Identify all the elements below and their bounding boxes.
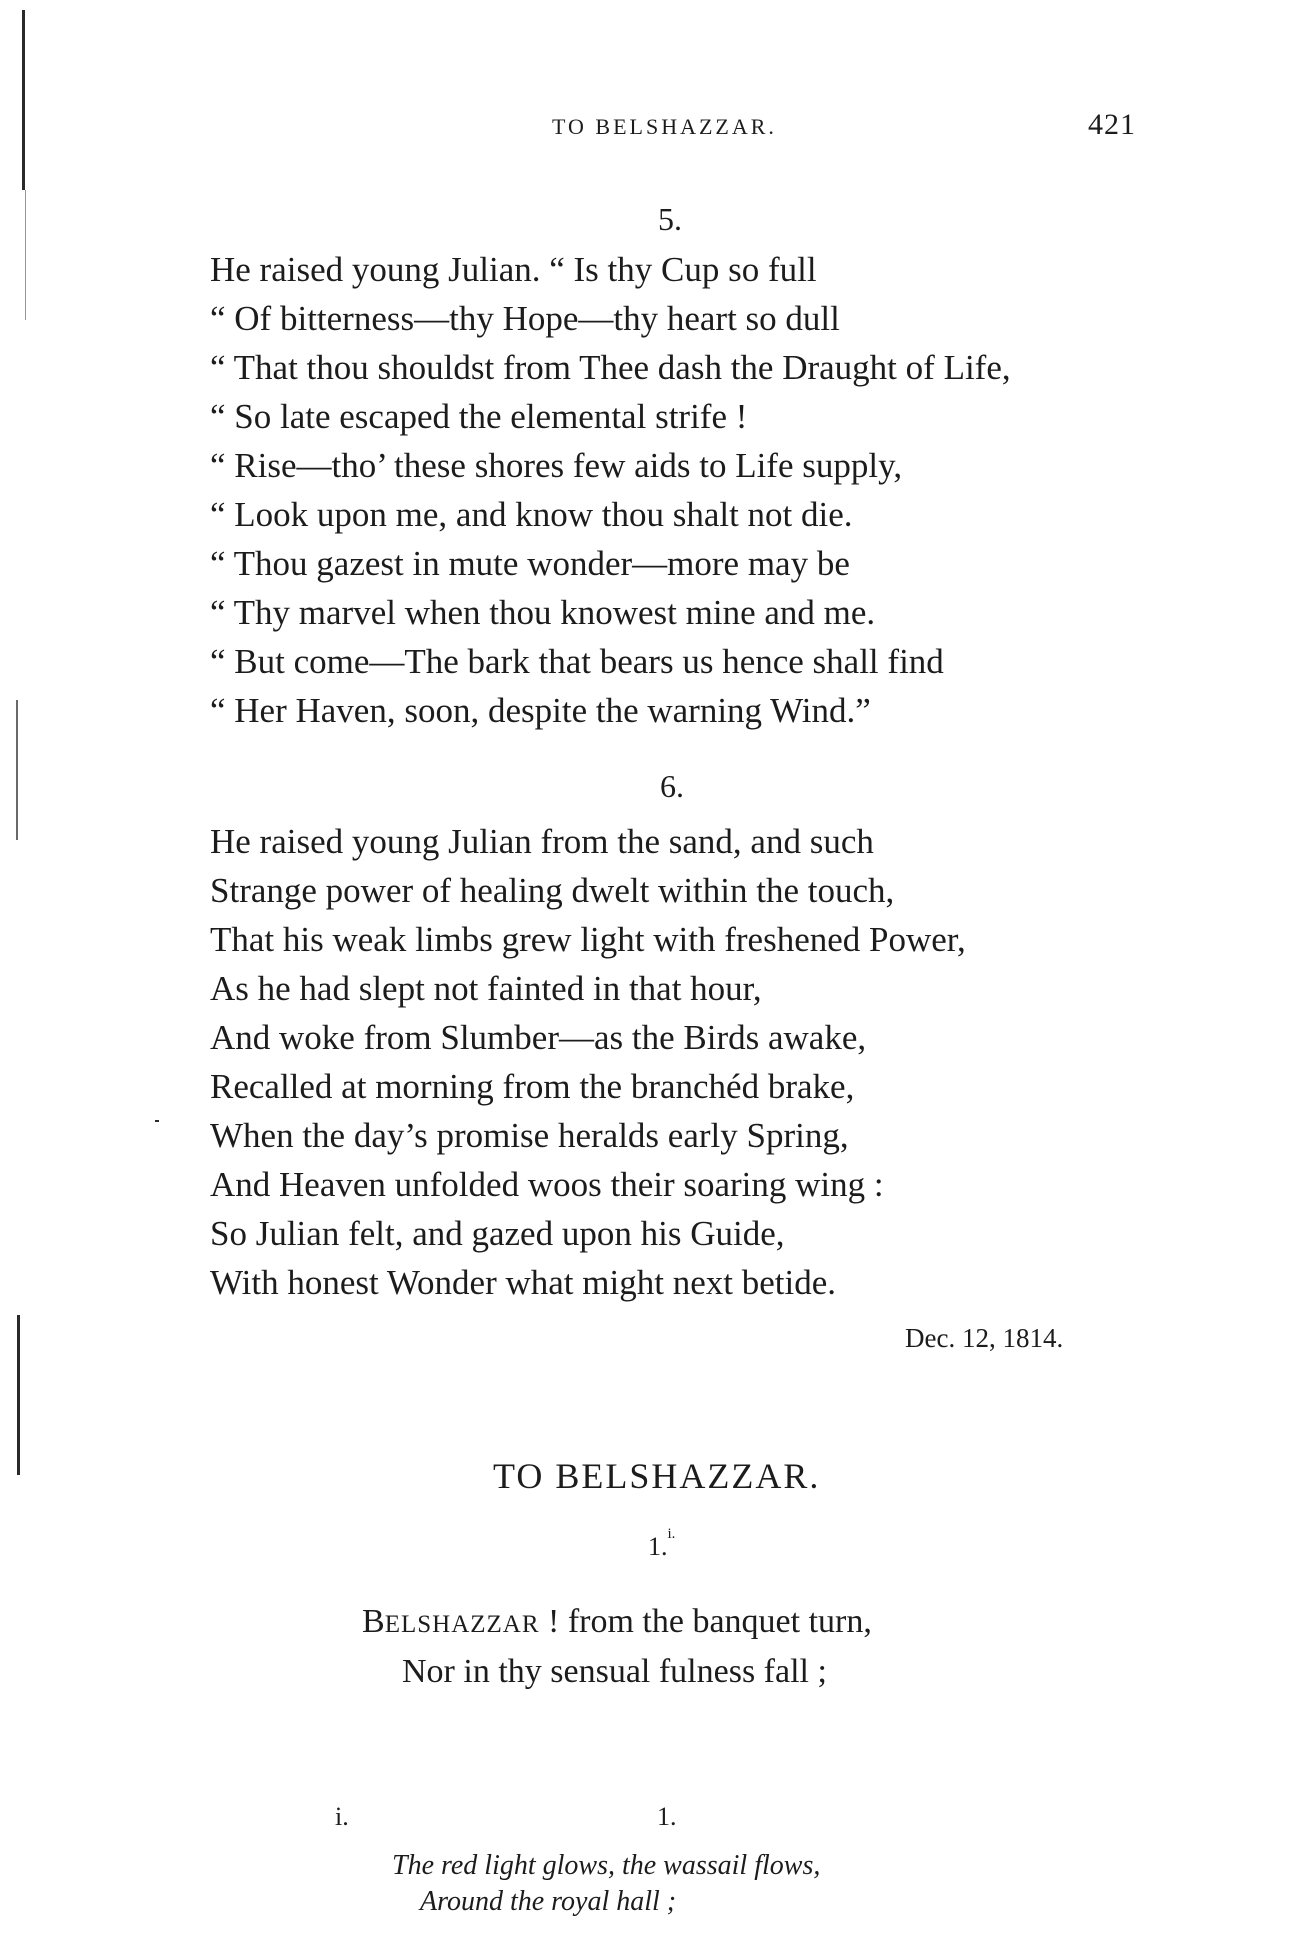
verse-line-rest: ! from the banquet turn, <box>539 1603 872 1640</box>
verse-line <box>362 1597 872 1647</box>
page-number: 421 <box>1088 108 1136 141</box>
margin-mark-lower <box>17 1315 20 1475</box>
verse-line: “ Her Haven, soon, despite the warning Wind.” <box>210 691 871 730</box>
poem-title: TO BELSHAZZAR. <box>493 1456 821 1496</box>
verse-line: Recalled at morning from the branchéd brake, <box>210 1067 855 1106</box>
verse-line: “ That thou shouldst from Thee dash the Draught of Life, <box>210 348 1011 387</box>
verse-line: As he had slept not fainted in that hour, <box>210 969 762 1008</box>
verse-line: “ Thou gazest in mute wonder—more may be <box>210 544 850 583</box>
poem-date: Dec. 12, 1814. <box>905 1323 1064 1353</box>
margin-mark-middle <box>16 700 18 840</box>
verse-line: He raised young Julian. “ Is thy Cup so full <box>210 250 817 289</box>
verse-line: “ Thy marvel when thou knowest mine and me. <box>210 593 876 632</box>
verse-line: “ Look upon me, and know thou shalt not die. <box>210 495 853 534</box>
footnote-text <box>392 1848 820 1920</box>
footnote-reference: i. <box>667 1526 676 1542</box>
stanza-number-5: 5. <box>658 201 682 237</box>
verse-line: He raised young Julian from the sand, and such <box>210 822 874 861</box>
verse-line: Nor in thy sensual fulness fall ; <box>402 1653 827 1690</box>
stanza-number-6: 6. <box>660 768 684 804</box>
footnote-mark: i. <box>335 1802 349 1831</box>
running-head <box>0 108 1297 148</box>
small-caps-rest: ELSHAZZAR <box>384 1611 540 1638</box>
verse-line: So Julian felt, and gazed upon his Guide, <box>210 1214 785 1253</box>
margin-dot <box>155 1120 159 1122</box>
verse-line: “ Rise—tho’ these shores few aids to Life supply, <box>210 446 903 485</box>
verse-line: When the day’s promise heralds early Spring, <box>210 1116 849 1155</box>
running-title: TO BELSHAZZAR. <box>552 114 777 139</box>
verse-line: Strange power of healing dwelt within the touch, <box>210 871 895 910</box>
verse-line: That his weak limbs grew light with freshened Power, <box>210 920 966 959</box>
belshazzar-stanza <box>362 1597 872 1697</box>
stanza-6 <box>210 817 966 1307</box>
footnote-line: The red light glows, the wassail flows, <box>392 1850 821 1881</box>
footnote-number: 1. <box>657 1802 677 1831</box>
part-number: 1. <box>648 1532 668 1561</box>
verse-line: “ So late escaped the elemental strife ! <box>210 397 748 436</box>
verse-line: With honest Wonder what might next betide. <box>210 1263 836 1302</box>
verse-line: And woke from Slumber—as the Birds awake, <box>210 1018 867 1057</box>
footnote-line: Around the royal hall ; <box>420 1886 677 1917</box>
margin-mark-top <box>22 10 25 190</box>
verse-line: “ But come—The bark that bears us hence shall find <box>210 642 944 681</box>
footnote-labels <box>0 1802 1297 1838</box>
small-caps-initial: B <box>362 1603 385 1640</box>
verse-line: And Heaven unfolded woos their soaring wing : <box>210 1165 884 1204</box>
poem-part-number <box>648 1526 676 1562</box>
verse-line: “ Of bitterness—thy Hope—thy heart so dull <box>210 299 840 338</box>
margin-mark-top-faint <box>25 190 26 320</box>
stanza-5 <box>210 245 1011 735</box>
